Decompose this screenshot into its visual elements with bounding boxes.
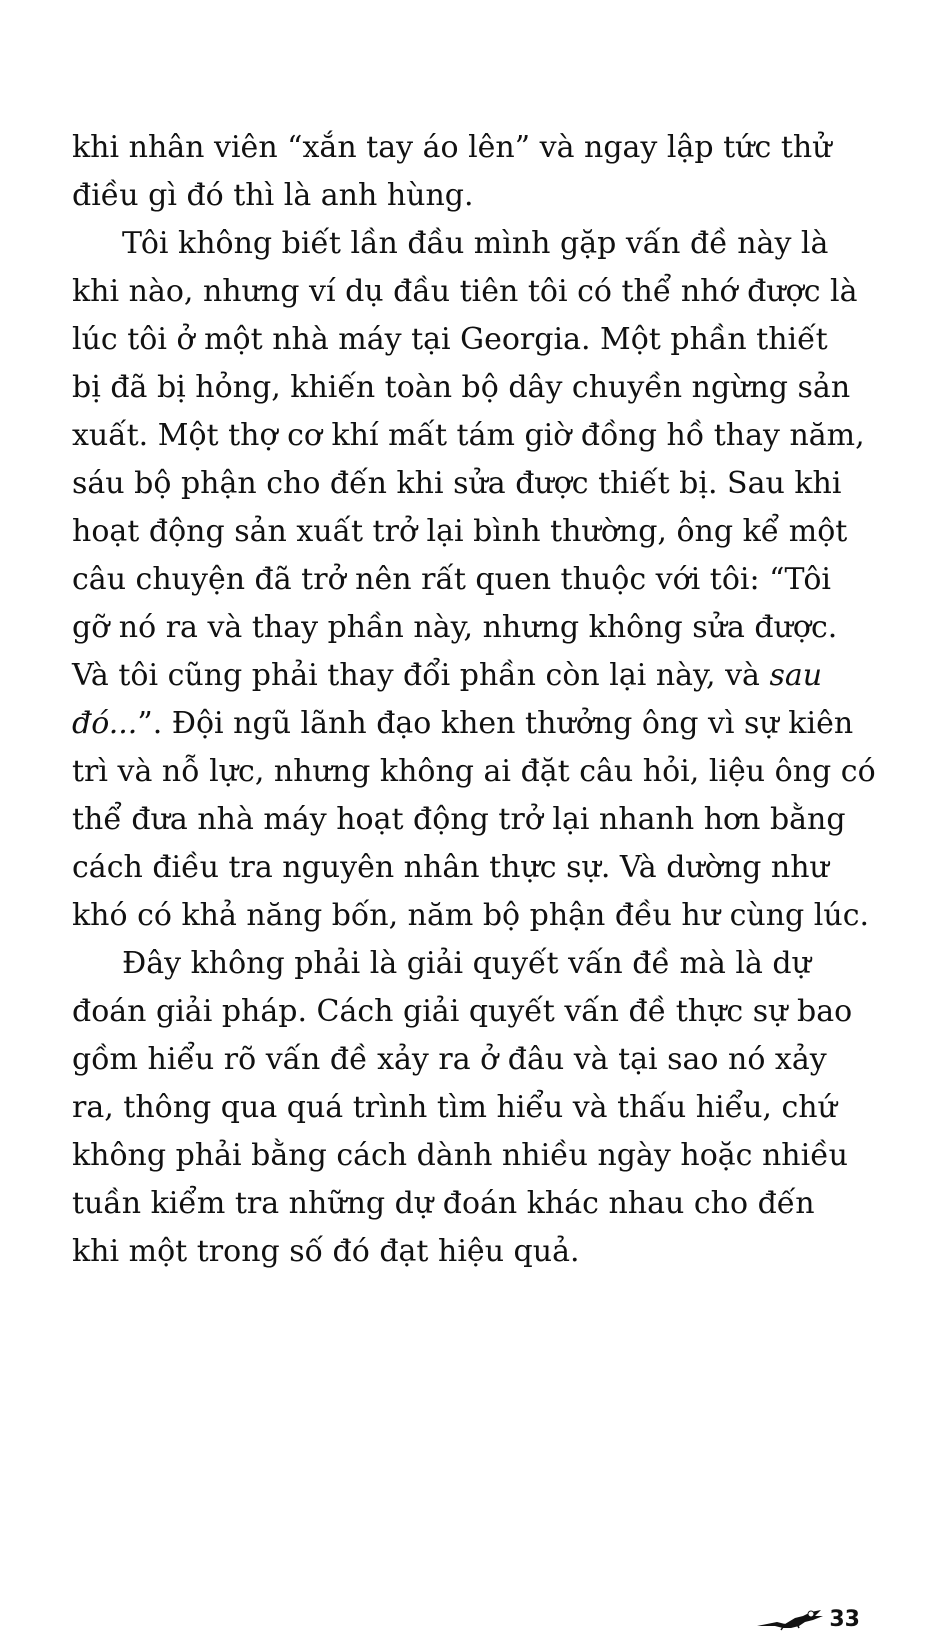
italic-text: đó... — [72, 706, 138, 741]
text-line: không phải bằng cách dành nhiều ngày hoặc nhiều — [72, 1138, 849, 1173]
text-line: khó có khả năng bốn, năm bộ phận đều hư cùng lúc. — [72, 898, 870, 933]
page-folio — [755, 1604, 860, 1632]
text-line: tuần kiểm tra những dự đoán khác nhau cho đến — [72, 1186, 815, 1221]
text-line — [72, 704, 853, 744]
text-line: lúc tôi ở một nhà máy tại Georgia. Một phần thiết — [72, 322, 828, 357]
text-segment: ”. Đội ngũ lãnh đạo khen thưởng ông vì sự kiên — [137, 706, 854, 741]
text-line: câu chuyện đã trở nên rất quen thuộc với tôi: “Tôi — [72, 562, 831, 597]
text-line: khi một trong số đó đạt hiệu quả. — [72, 1234, 580, 1269]
text-line: thể đưa nhà máy hoạt động trở lại nhanh hơn bằng — [72, 802, 846, 837]
text-line: bị đã bị hỏng, khiến toàn bộ dây chuyền ngừng sản — [72, 370, 851, 405]
page-number: 33 — [829, 1607, 860, 1632]
italic-text: sau — [769, 658, 823, 693]
text-line: đoán giải pháp. Cách giải quyết vấn đề thực sự bao — [72, 994, 853, 1029]
text-line: cách điều tra nguyên nhân thực sự. Và dường như — [72, 850, 829, 885]
text-line: Tôi không biết lần đầu mình gặp vấn đề này là — [122, 226, 829, 261]
text-line: khi nhân viên “xắn tay áo lên” và ngay lập tức thử — [72, 130, 832, 165]
text-line: khi nào, nhưng ví dụ đầu tiên tôi có thể nhớ được là — [72, 274, 858, 309]
text-line: gồm hiểu rõ vấn đề xảy ra ở đâu và tại sao nó xảy — [72, 1042, 827, 1077]
text-segment: Và tôi cũng phải thay đổi phần còn lại này, và — [72, 658, 770, 693]
flying-figure-icon — [755, 1608, 825, 1632]
text-line: Đây không phải là giải quyết vấn đề mà là dự — [122, 946, 811, 981]
text-line: xuất. Một thợ cơ khí mất tám giờ đồng hồ thay năm, — [72, 418, 865, 453]
text-line: hoạt động sản xuất trở lại bình thường, ông kể một — [72, 514, 848, 549]
text-line: ra, thông qua quá trình tìm hiểu và thấu hiểu, chứ — [72, 1090, 837, 1125]
text-line: trì và nỗ lực, nhưng không ai đặt câu hỏi, liệu ông có — [72, 754, 876, 789]
text-line: sáu bộ phận cho đến khi sửa được thiết bị. Sau khi — [72, 466, 842, 501]
text-line: điều gì đó thì là anh hùng. — [72, 178, 474, 213]
text-line: gỡ nó ra và thay phần này, nhưng không sửa được. — [72, 610, 838, 645]
text-line — [72, 656, 822, 696]
